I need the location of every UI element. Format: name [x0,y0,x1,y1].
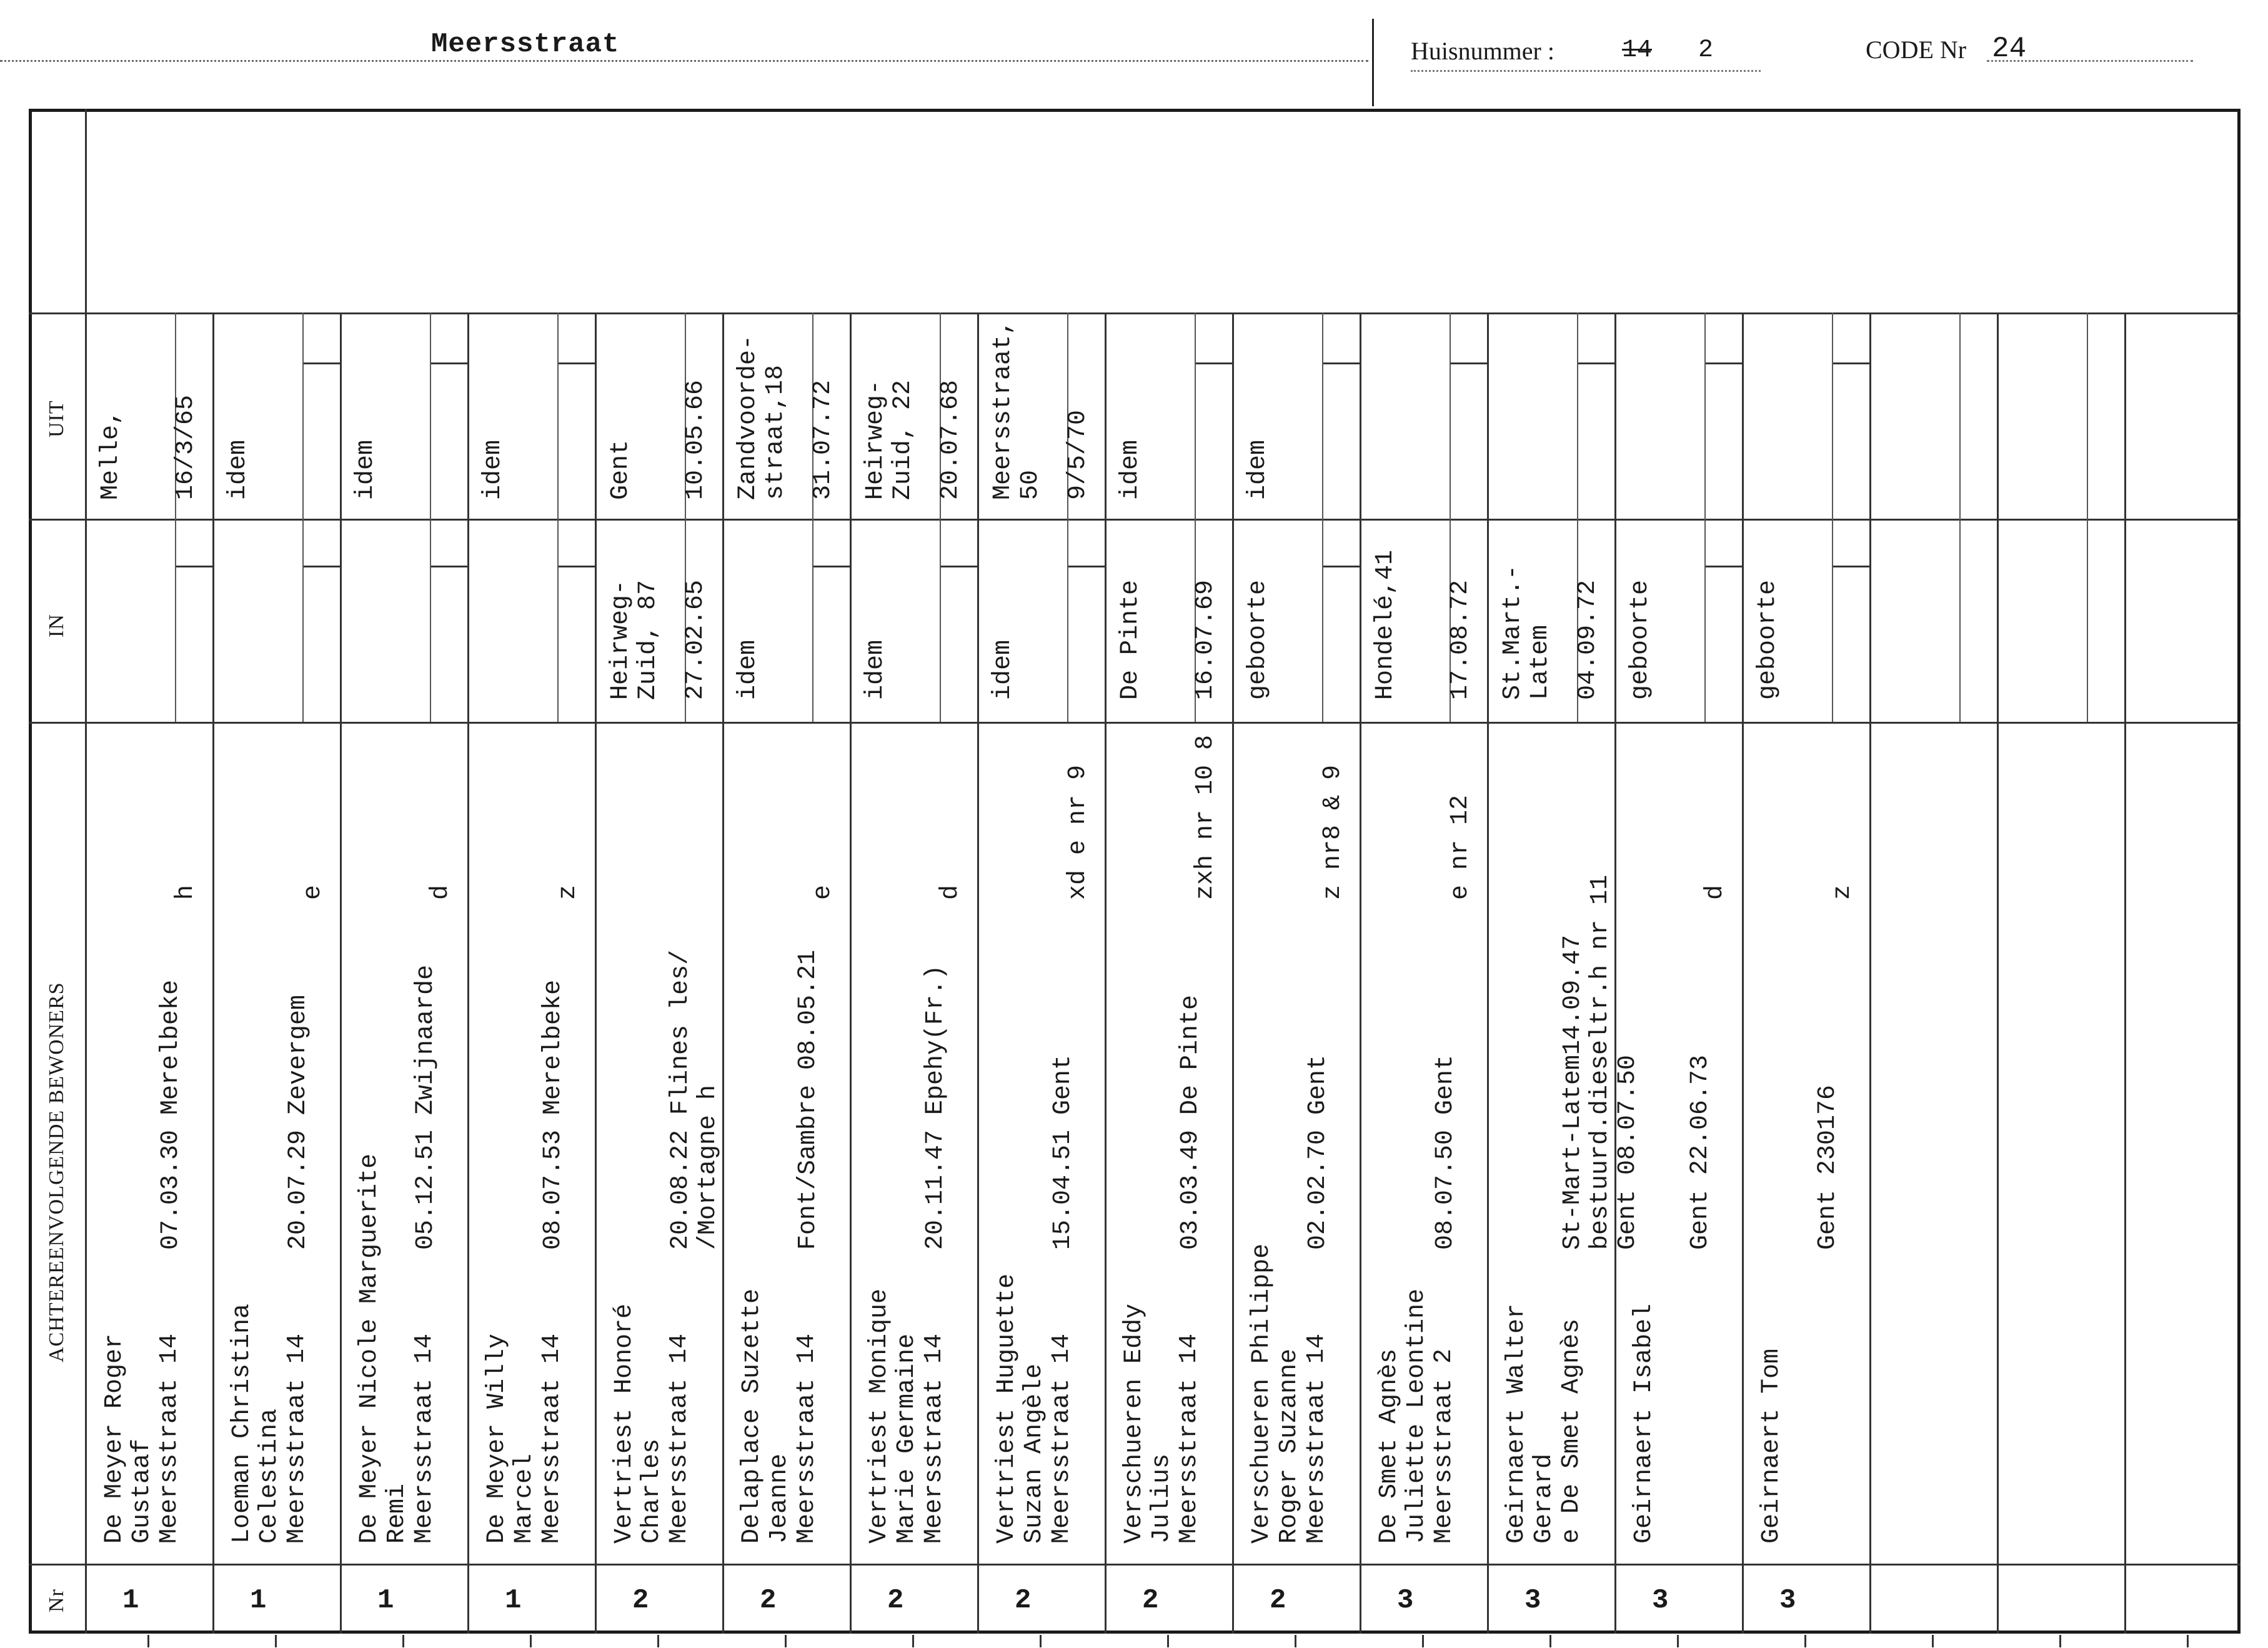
tick-mark [275,1635,277,1647]
code-dotted-line [1987,60,2193,62]
column-divider [2124,312,2126,1634]
street-dotted-line [0,60,1368,62]
cell-subdivider [1832,312,1833,722]
birth-date-place: 03.03.49 De Pinte [1176,994,1205,1250]
empty-in-dash [304,566,341,567]
empty-in-dash [559,566,596,567]
cell-subdivider [2087,312,2088,722]
tick-mark [785,1635,787,1647]
in-origin: idem [862,639,890,700]
relation-code: d [1701,884,1729,900]
tick-mark [1422,1635,1424,1647]
empty-uit-dash [431,362,469,364]
cell-subdivider [1322,312,1323,722]
row-number: 3 [1779,1585,1796,1616]
tick-mark [1932,1635,1934,1647]
uit-section-label: UIT [45,400,68,437]
uit-destination: idem [224,439,252,500]
huisnummer-old: 14 [1622,36,1653,64]
in-date: 27.02.65 [682,579,710,700]
empty-in-dash [813,566,851,567]
in-bewoners-divider [29,722,2241,724]
resident-name: Vertriest Monique Marie Germaine Meersstraat 14 [865,1288,948,1544]
cell-subdivider [1959,312,1961,722]
uit-destination: Melle, [97,409,125,500]
tick-mark [2187,1635,2189,1647]
tick-mark [912,1635,914,1647]
cell-subdivider [430,312,431,722]
column-divider [977,312,979,1634]
row-number: 2 [1015,1585,1032,1616]
resident-name: De Smet Agnès Juliette Leontine Meersstraat 2 [1375,1288,1458,1544]
relation-code: d [427,884,455,900]
resident-name: Vertriest Huguette Suzan Angèle Meersstraat 14 [993,1273,1076,1544]
row-number: 1 [250,1585,267,1616]
uit-destination: idem [1117,439,1145,500]
resident-name: Geirnaert Walter Gerard e De Smet Agnès [1503,1303,1586,1544]
resident-name: De Meyer Willy Marcel Meersstraat 14 [483,1333,566,1544]
form-header [0,0,2268,106]
in-section-label: IN [45,614,68,637]
relation-code: z [554,884,582,900]
huisnummer-dotted-line [1411,70,1761,72]
column-divider [850,312,852,1634]
birth-date-place: 05.12.51 Zwijnaarde [412,964,440,1250]
resident-name: Verschueren Philippe Roger Suzanne Meersstraat 14 [1248,1243,1331,1544]
birth-date-place: 15.04.51 Gent [1049,1054,1077,1250]
cell-subdivider [1067,312,1068,722]
column-divider [1742,312,1744,1634]
relation-code: z [1829,884,1857,900]
birth-date-place: Gent 230176 [1814,1084,1842,1250]
birth-date-place: 20.11.47 Epehy(Fr.) [922,964,950,1250]
empty-in-dash [941,566,978,567]
empty-uit-dash [304,362,341,364]
tick-mark [402,1635,404,1647]
column-divider [722,312,724,1634]
in-origin: geboorte [1626,579,1654,700]
row-number: 3 [1652,1585,1669,1616]
uit-date: 9/5/70 [1064,409,1092,500]
street-name: Meersstraat [431,29,620,60]
relation-code: z nr8 & 9 [1319,764,1347,900]
cell-subdivider [557,312,559,722]
relation-code: e [299,884,327,900]
empty-uit-dash [1706,362,1743,364]
cell-subdivider [940,312,941,722]
birth-date-place: 20.07.29 Zevergem [284,994,312,1250]
relation-code: d [937,884,965,900]
column-divider [1232,312,1234,1634]
empty-in-dash [1323,566,1361,567]
uit-destination: idem [479,439,507,500]
in-origin: idem [734,639,762,700]
birth-date-place: Font/Sambre 08.05.21 [794,949,822,1250]
resident-name: De Meyer Nicole Marguerite Remi Meersstraat 14 [356,1153,439,1544]
bewoners-nr-divider [29,1564,2241,1566]
resident-name: Verschueren Eddy Julius Meersstraat 14 [1120,1303,1203,1544]
birth-date-place: 08.07.50 Gent [1431,1054,1460,1250]
empty-uit-dash [559,362,596,364]
code-value: 24 [1992,32,2027,65]
row-number: 3 [1524,1585,1541,1616]
birth-date-place: St-Mart-Latem14.09.47 bestuurd.dieseltr.h nr 11 Gent 08.07.50 [1559,874,1642,1250]
in-origin: De Pinte [1117,579,1145,700]
nr-section-label: Nr [45,1589,68,1612]
in-date: 04.09.72 [1574,579,1602,700]
relation-code: h [172,884,200,900]
tick-mark [1804,1635,1806,1647]
tick-mark [530,1635,532,1647]
cell-subdivider [812,312,813,722]
uit-date: 16/3/65 [172,394,200,500]
birth-date-place: 07.03.30 Merelbeke [157,979,185,1250]
uit-destination: idem [352,439,380,500]
row-number: 1 [377,1585,394,1616]
row-number: 1 [122,1585,139,1616]
empty-in-dash [1833,566,1871,567]
resident-name: Delaplace Suzette Jeanne Meersstraat 14 [738,1288,821,1544]
tick-mark [1549,1635,1551,1647]
relation-code: e [809,884,837,900]
tick-mark [1677,1635,1679,1647]
code-label: CODE Nr [1866,36,1967,64]
column-divider [595,312,597,1634]
empty-uit-dash [1196,362,1233,364]
column-divider [212,312,214,1634]
birth-date-place: 20.08.22 Flines les/ /Mortagne h [667,949,722,1250]
column-divider [340,312,342,1634]
row-number: 2 [760,1585,777,1616]
empty-in-dash [1068,566,1106,567]
resident-name: Geirnaert Isabel [1630,1303,1658,1544]
cell-subdivider [175,312,176,722]
tick-mark [2059,1635,2061,1647]
empty-uit-dash [1833,362,1871,364]
uit-date: 20.07.68 [937,379,965,500]
uit-destination: Zandvoorde- straat,18 [734,334,790,500]
row-number: 1 [505,1585,522,1616]
resident-name: Vertriest Honoré Charles Meersstraat 14 [610,1303,694,1544]
empty-uit-dash [1451,362,1488,364]
empty-in-dash [176,566,214,567]
tick-mark [1167,1635,1169,1647]
in-date: 16.07.69 [1191,579,1220,700]
in-origin: St.Mart.- Latem [1499,564,1554,700]
column-divider [1869,312,1871,1634]
row-number: 3 [1397,1585,1414,1616]
relation-code: xd e nr 9 [1064,764,1092,900]
column-divider [1487,312,1489,1634]
row-number: 2 [632,1585,649,1616]
empty-uit-dash [1323,362,1361,364]
row-number: 2 [887,1585,904,1616]
cell-subdivider [1704,312,1706,722]
resident-name: De Meyer Roger Gustaaf Meersstraat 14 [101,1333,184,1544]
tick-mark [1295,1635,1296,1647]
bewoners-section-label: ACHTEREENVOLGENDE BEWONERS [45,982,68,1362]
column-divider [1997,312,1999,1634]
column-divider [1105,312,1107,1634]
huisnummer-label: Huisnummer : [1411,37,1554,65]
uit-date: 10.05.66 [682,379,710,500]
in-date: 17.08.72 [1446,579,1475,700]
birth-date-place: 02.02.70 Gent [1304,1054,1332,1250]
in-origin: geboorte [1754,579,1782,700]
column-divider [1360,312,1361,1634]
uit-destination: Gent [607,439,635,500]
empty-uit-dash [1578,362,1616,364]
row-number: 2 [1270,1585,1286,1616]
huisnummer-new: 2 [1698,36,1714,64]
empty-in-dash [431,566,469,567]
uit-destination: Heirweg- Zuid, 22 [862,379,917,500]
resident-name: Geirnaert Tom [1758,1348,1786,1544]
cell-subdivider [302,312,304,722]
tick-mark [657,1635,659,1647]
tick-mark [147,1635,149,1647]
tick-mark [1040,1635,1042,1647]
in-origin: idem [989,639,1017,700]
column-divider [467,312,469,1634]
birth-date-place: Gent 22.06.73 [1686,1054,1714,1250]
relation-code: zxh nr 10 8 [1191,734,1220,900]
uit-destination: Meersstraat, 50 [989,319,1045,500]
row-number: 2 [1142,1585,1159,1616]
empty-in-dash [1706,566,1743,567]
resident-name: Loeman Christina Celestina Meersstraat 14 [228,1303,311,1544]
in-origin: geboorte [1244,579,1272,700]
birth-date-place: 08.07.53 Merelbeke [539,979,567,1250]
uit-top-line [29,312,2241,314]
in-origin: Heirweg- Zuid, 87 [607,579,662,700]
relation-code: e nr 12 [1446,794,1475,900]
header-separator [1372,19,1374,106]
uit-destination: idem [1244,439,1272,500]
left-column-divider [85,109,87,1634]
in-origin: Hondelé,41 [1371,549,1400,700]
uit-in-divider [29,519,2241,521]
uit-date: 31.07.72 [809,379,837,500]
